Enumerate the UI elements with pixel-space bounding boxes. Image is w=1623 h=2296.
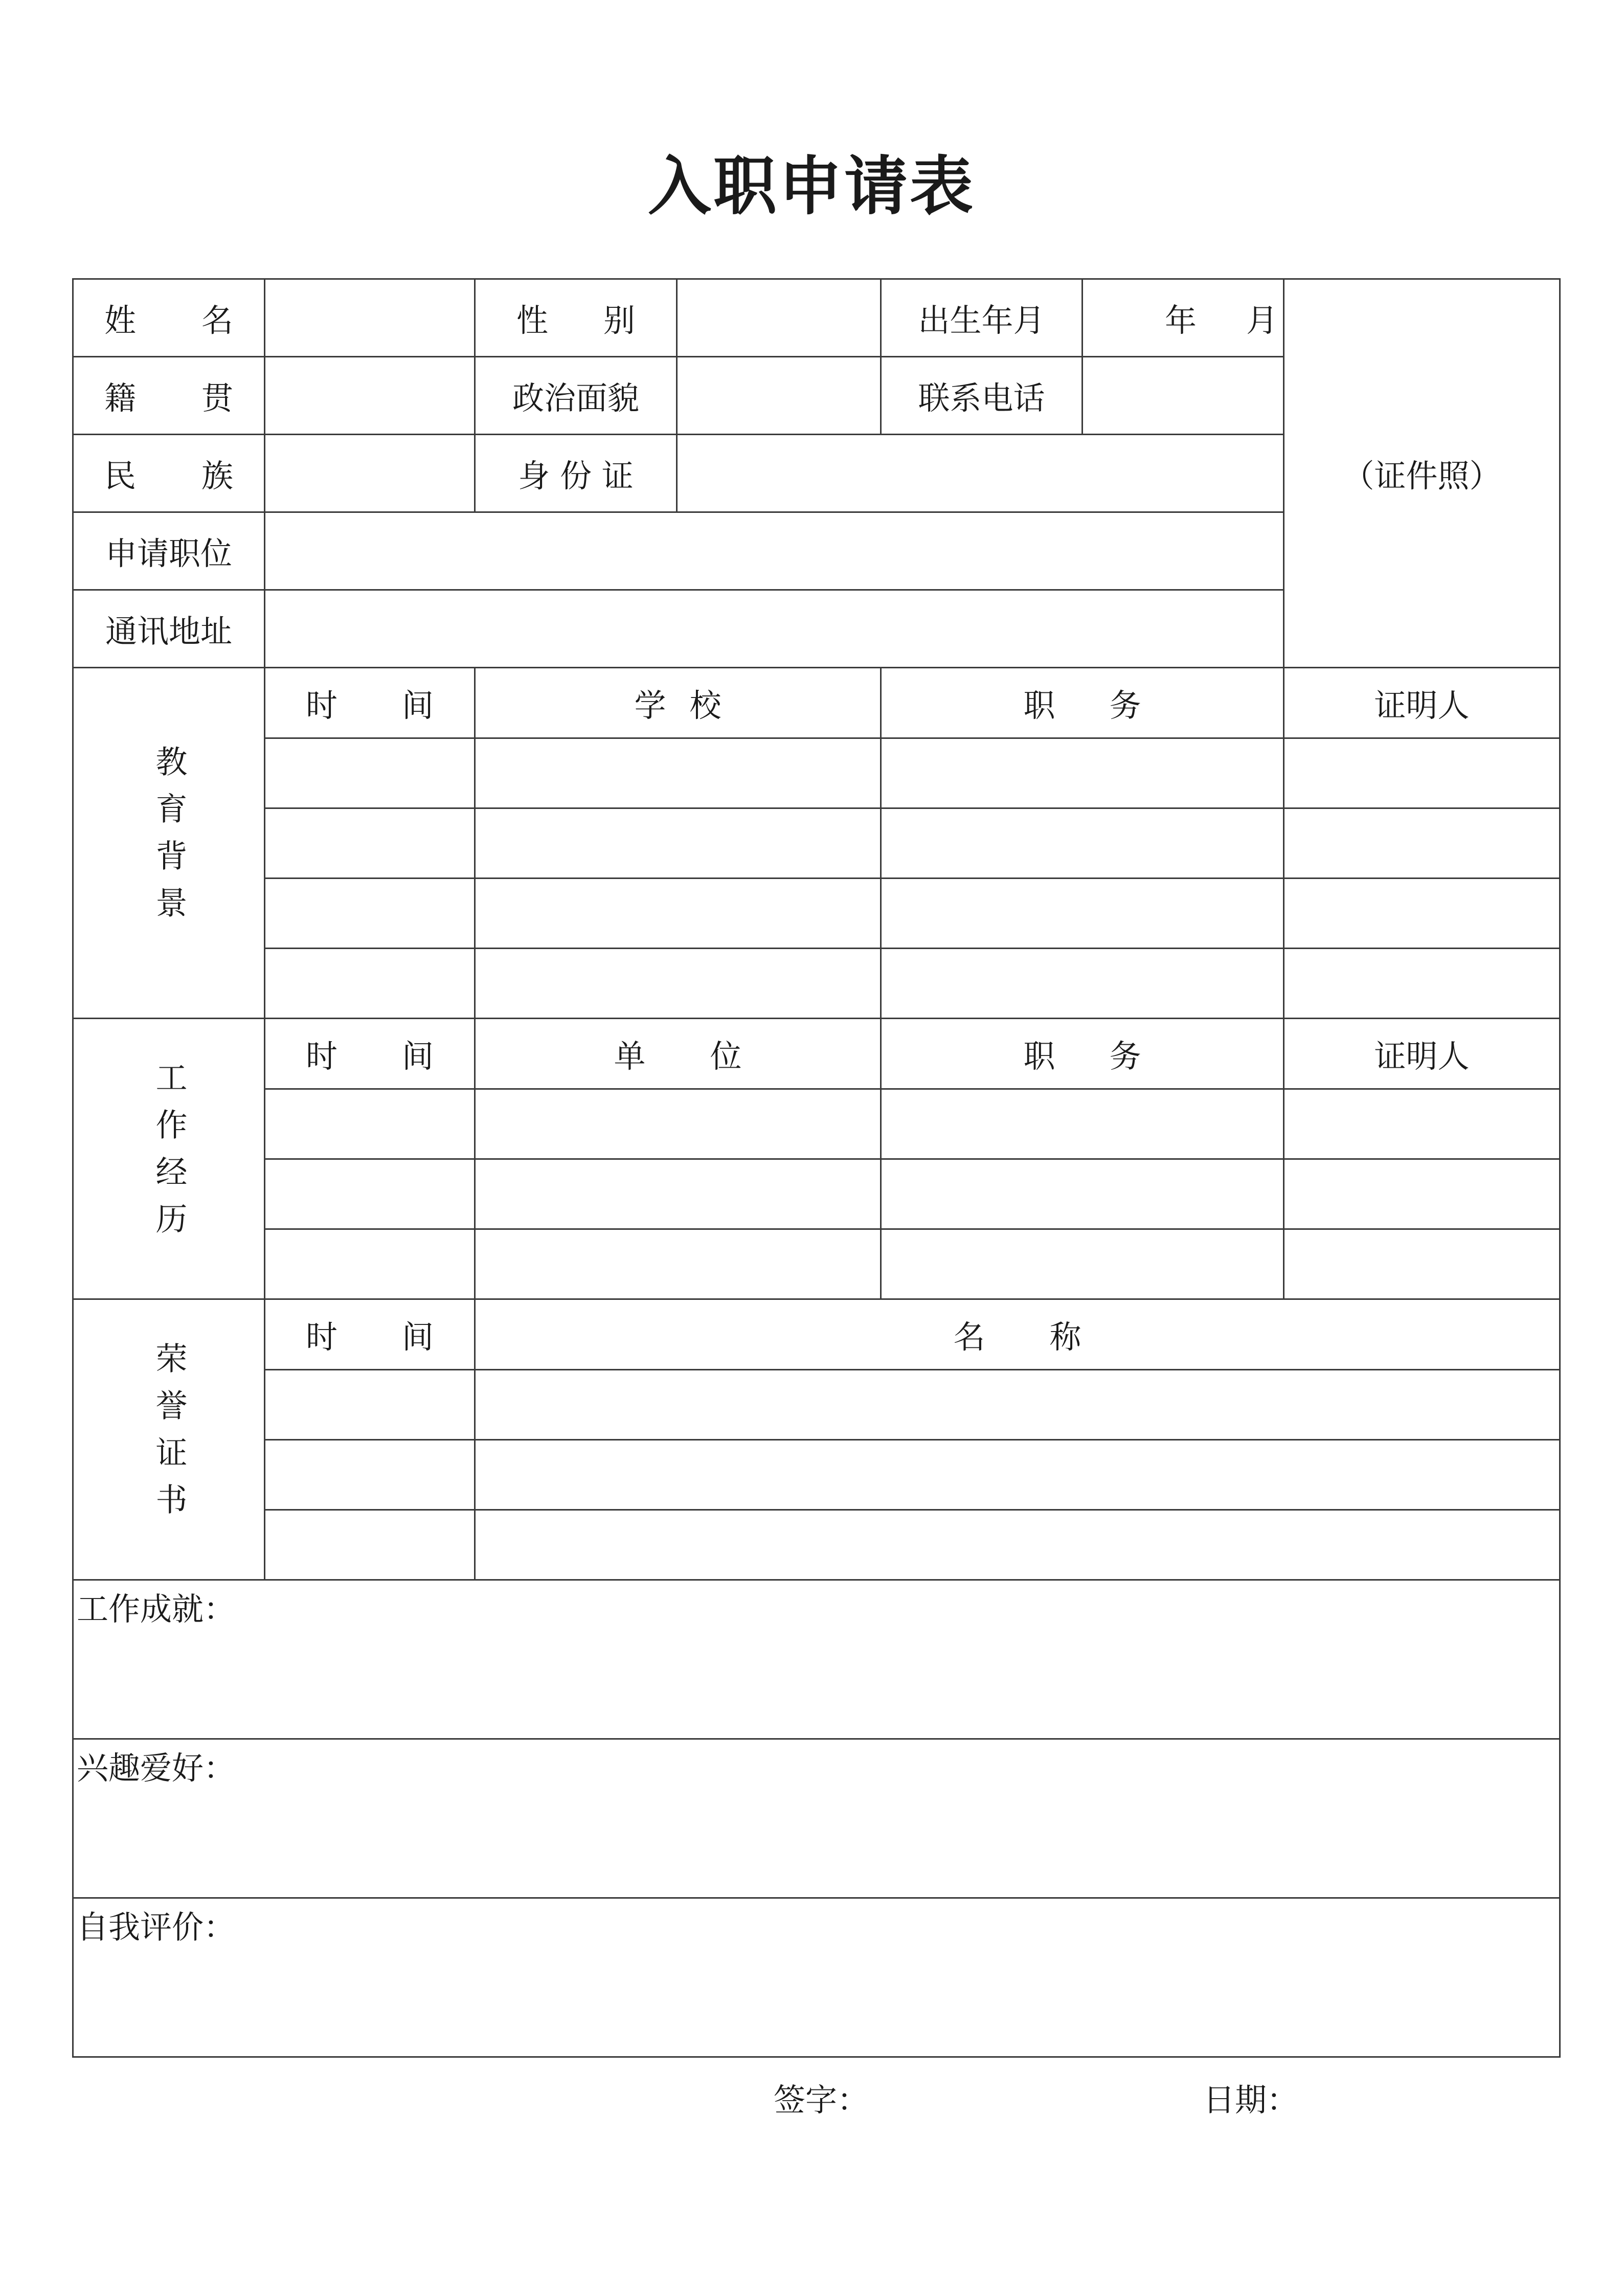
work-time-header: 时 间 <box>265 1019 475 1089</box>
phone-label: 联系电话 <box>881 357 1083 435</box>
phone-field[interactable] <box>1083 357 1284 435</box>
achievements-field[interactable] <box>73 1580 1560 1739</box>
ethnicity-field[interactable] <box>265 435 475 512</box>
work-unit-header: 单 位 <box>475 1019 881 1089</box>
education-school-cell[interactable] <box>475 808 881 879</box>
gender-label: 性 别 <box>475 279 677 357</box>
address-field[interactable] <box>265 590 1284 668</box>
page-title: 入职申请表 <box>647 150 975 223</box>
work-row <box>73 1089 1560 1159</box>
name-label: 姓 名 <box>73 279 265 357</box>
education-section-label: 教育背景 <box>73 668 265 1019</box>
education-time-cell[interactable] <box>265 808 475 879</box>
political-status-label: 政治面貌 <box>475 357 677 435</box>
honors-name-header: 名 称 <box>475 1299 1560 1370</box>
education-witness-cell[interactable] <box>1284 949 1560 1019</box>
honors-time-cell[interactable] <box>265 1440 475 1510</box>
education-witness-cell[interactable] <box>1284 808 1560 879</box>
date-label: 日期： <box>1203 2081 1299 2119</box>
hobbies-label: 兴趣爱好： <box>77 1749 236 1787</box>
work-witness-header: 证明人 <box>1284 1019 1560 1089</box>
native-place-field[interactable] <box>265 357 475 435</box>
education-row <box>73 808 1560 879</box>
work-time-cell[interactable] <box>265 1229 475 1299</box>
name-field[interactable] <box>265 279 475 357</box>
work-duty-header: 职 务 <box>881 1019 1284 1089</box>
education-witness-cell[interactable] <box>1284 738 1560 808</box>
birth-label: 出生年月 <box>881 279 1083 357</box>
honors-row <box>73 1370 1560 1440</box>
honors-name-cell[interactable] <box>475 1440 1560 1510</box>
honors-name-cell[interactable] <box>475 1510 1560 1580</box>
self-evaluation-label: 自我评价： <box>77 1908 236 1946</box>
work-witness-cell[interactable] <box>1284 1089 1560 1159</box>
birth-field[interactable]: 年 月 <box>1083 279 1284 357</box>
honors-time-cell[interactable] <box>265 1510 475 1580</box>
education-row <box>73 738 1560 808</box>
work-witness-cell[interactable] <box>1284 1159 1560 1229</box>
education-duty-header: 职 务 <box>881 668 1284 738</box>
work-unit-cell[interactable] <box>475 1089 881 1159</box>
honors-section-label: 荣誉证书 <box>73 1299 265 1580</box>
work-duty-cell[interactable] <box>881 1159 1284 1229</box>
political-status-field[interactable] <box>677 357 881 435</box>
education-time-cell[interactable] <box>265 949 475 1019</box>
address-label: 通讯地址 <box>73 590 265 668</box>
education-time-cell[interactable] <box>265 738 475 808</box>
hobbies-field[interactable] <box>73 1739 1560 1898</box>
education-time-cell[interactable] <box>265 879 475 949</box>
education-duty-cell[interactable] <box>881 808 1284 879</box>
work-section-label: 工作经历 <box>73 1019 265 1299</box>
work-row <box>73 1159 1560 1229</box>
education-duty-cell[interactable] <box>881 949 1284 1019</box>
id-card-field[interactable] <box>677 435 1284 512</box>
education-school-cell[interactable] <box>475 879 881 949</box>
education-witness-cell[interactable] <box>1284 879 1560 949</box>
honors-row <box>73 1510 1560 1580</box>
work-unit-cell[interactable] <box>475 1159 881 1229</box>
self-evaluation-field[interactable] <box>73 1898 1560 2057</box>
education-school-cell[interactable] <box>475 738 881 808</box>
id-card-label: 身 份 证 <box>475 435 677 512</box>
native-place-label: 籍 贯 <box>73 357 265 435</box>
education-witness-header: 证明人 <box>1284 668 1560 738</box>
honors-name-cell[interactable] <box>475 1370 1560 1440</box>
honors-time-header: 时 间 <box>265 1299 475 1370</box>
work-duty-cell[interactable] <box>881 1229 1284 1299</box>
work-witness-cell[interactable] <box>1284 1229 1560 1299</box>
education-school-header: 学 校 <box>475 668 881 738</box>
achievements-label: 工作成就： <box>77 1590 236 1628</box>
education-time-header: 时 间 <box>265 668 475 738</box>
work-time-cell[interactable] <box>265 1089 475 1159</box>
education-school-cell[interactable] <box>475 949 881 1019</box>
applied-position-label: 申请职位 <box>73 512 265 590</box>
honors-time-cell[interactable] <box>265 1370 475 1440</box>
work-unit-cell[interactable] <box>475 1229 881 1299</box>
applied-position-field[interactable] <box>265 512 1284 590</box>
photo-area[interactable]: （证件照） <box>1284 279 1560 668</box>
education-row <box>73 879 1560 949</box>
education-row <box>73 949 1560 1019</box>
honors-row <box>73 1440 1560 1510</box>
education-duty-cell[interactable] <box>881 738 1284 808</box>
work-row <box>73 1229 1560 1299</box>
work-duty-cell[interactable] <box>881 1089 1284 1159</box>
work-time-cell[interactable] <box>265 1159 475 1229</box>
education-duty-cell[interactable] <box>881 879 1284 949</box>
ethnicity-label: 民 族 <box>73 435 265 512</box>
signature-label: 签字： <box>774 2081 869 2119</box>
gender-field[interactable] <box>677 279 881 357</box>
application-form <box>72 278 1561 2058</box>
